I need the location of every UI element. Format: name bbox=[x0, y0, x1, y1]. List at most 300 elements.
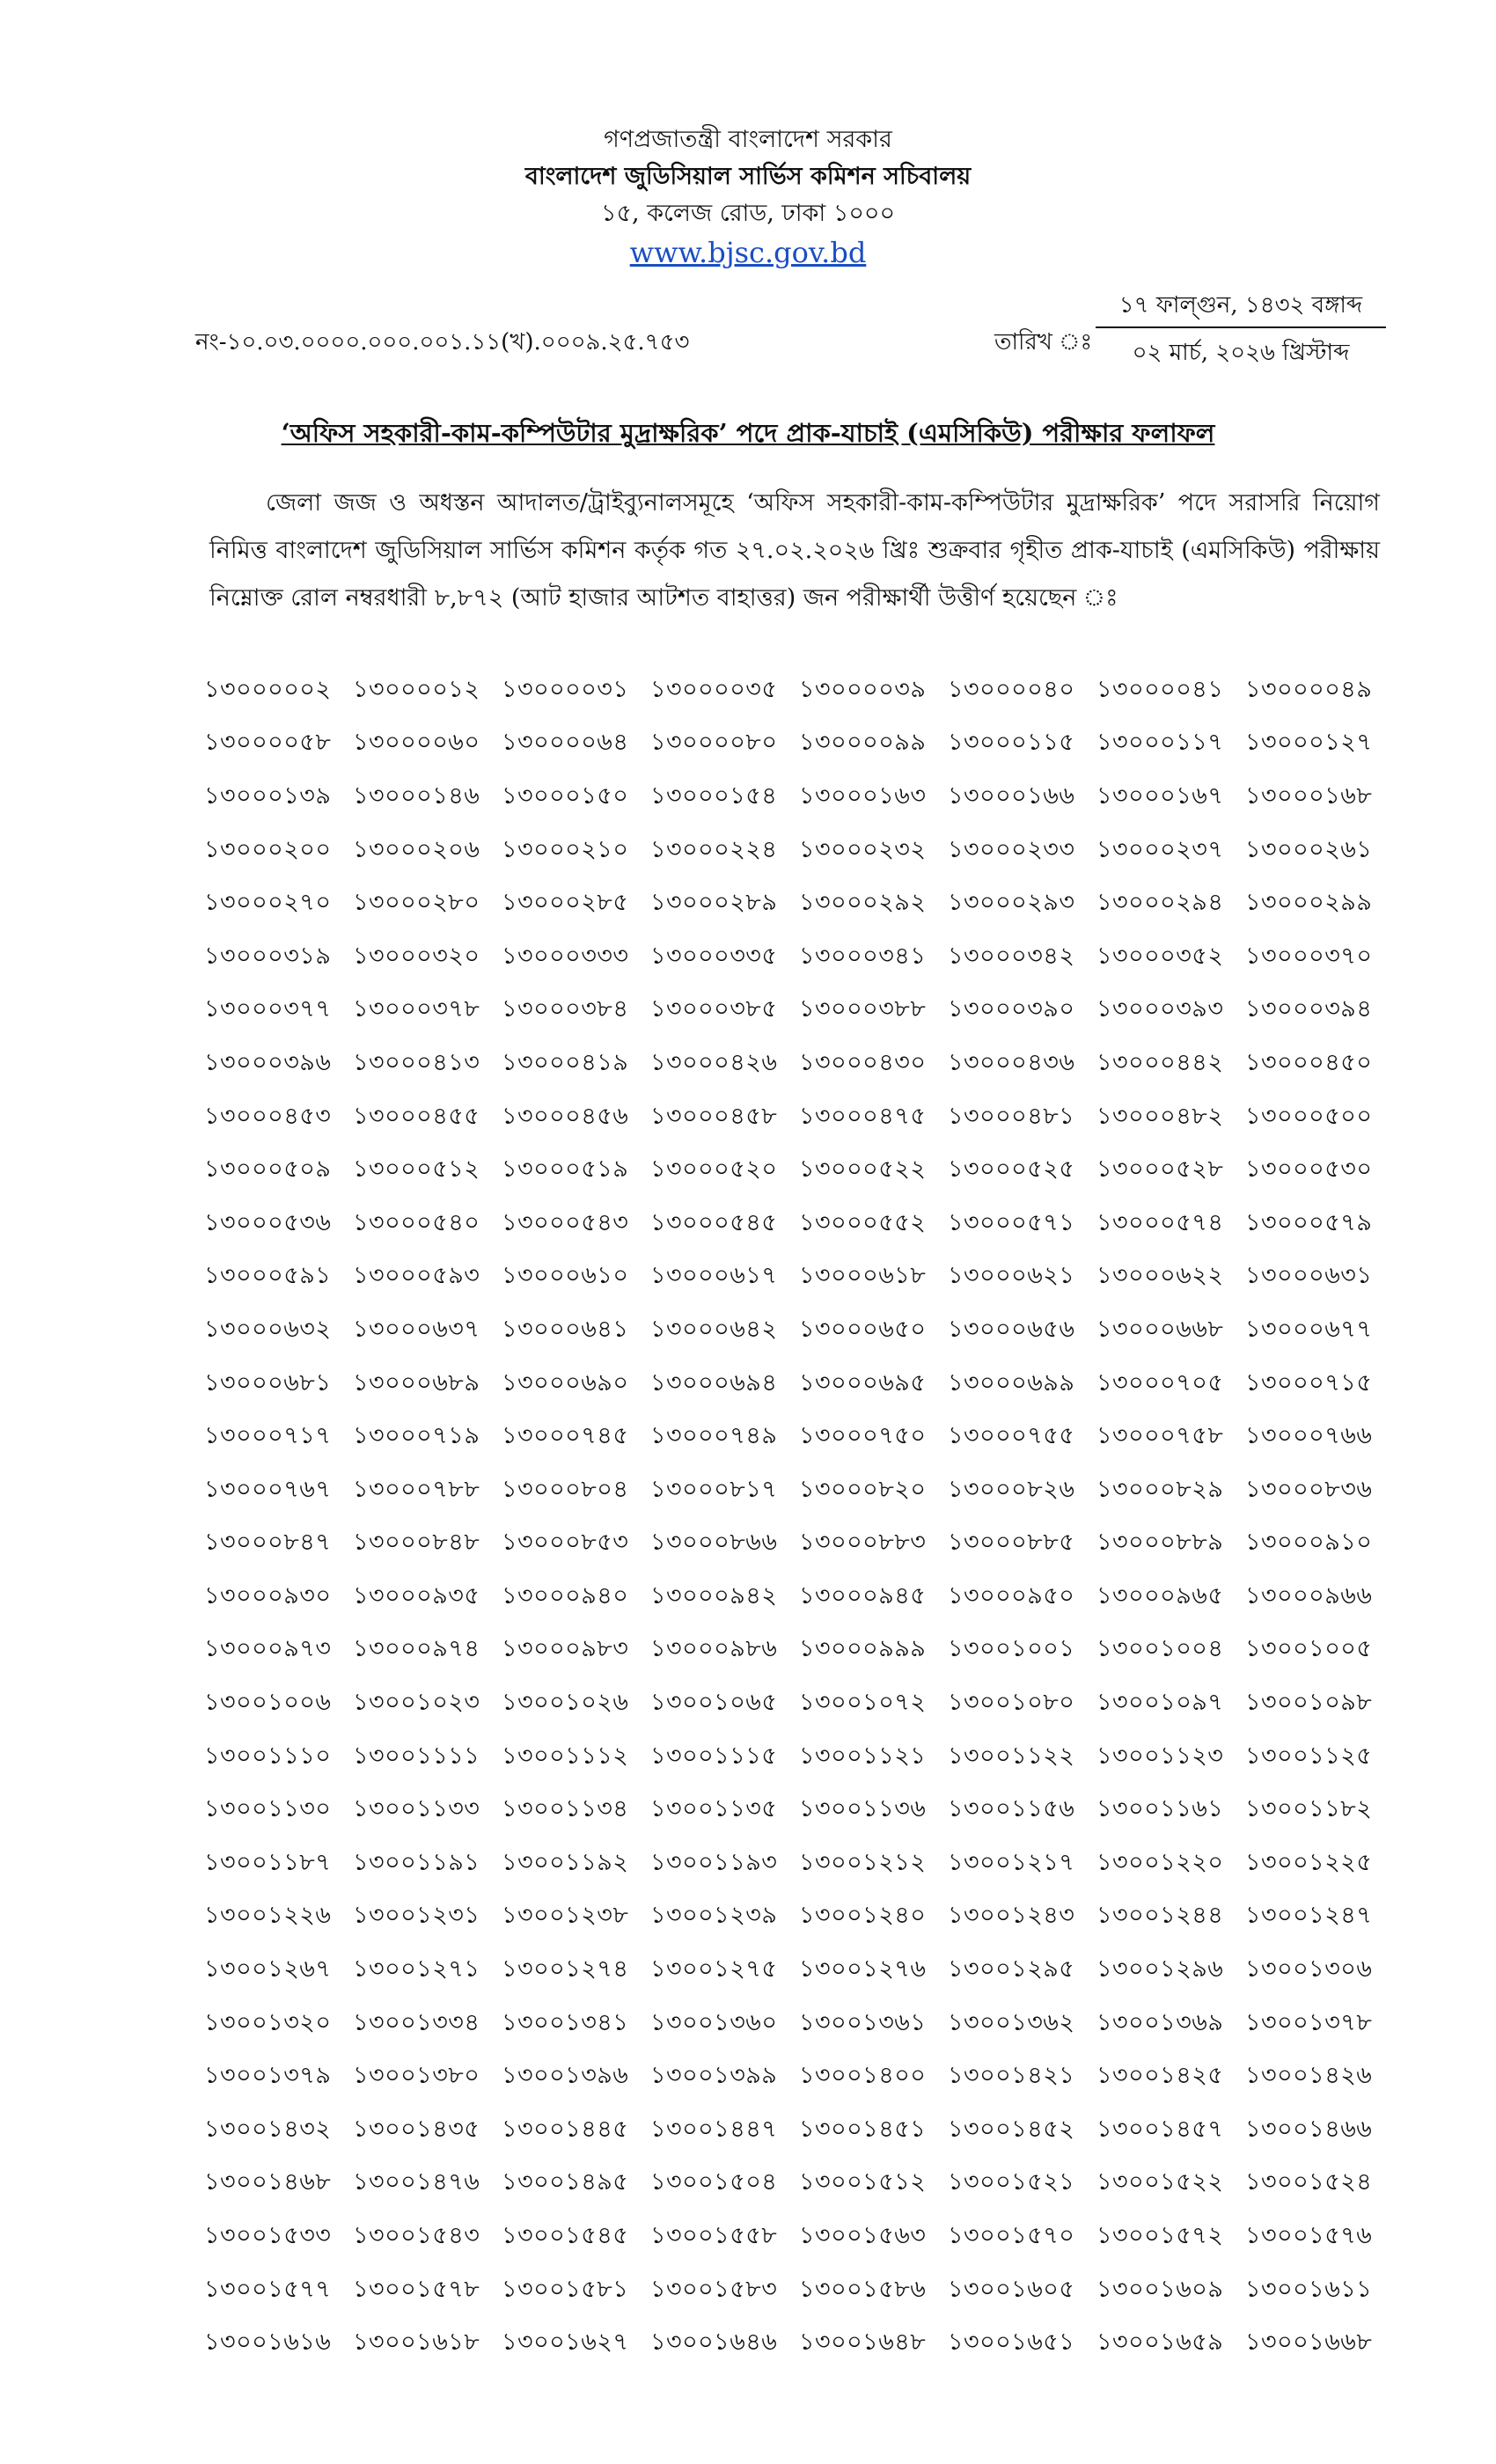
roll-number: ১৩০০০৯৭৪ bbox=[353, 1635, 480, 1663]
roll-number: ১৩০০০১২৭ bbox=[1245, 729, 1373, 757]
roll-number: ১৩০০১৫৭৮ bbox=[353, 2275, 480, 2303]
roll-number: ১৩০০০০৮০ bbox=[650, 729, 778, 757]
roll-number: ১৩০০০৩৯৩ bbox=[1096, 995, 1224, 1023]
roll-row bbox=[204, 2158, 1394, 2211]
roll-number: ১৩০০০৫২৫ bbox=[948, 1155, 1075, 1184]
roll-number: ১৩০০১২২৫ bbox=[1245, 1848, 1373, 1876]
roll-number: ১৩০০০৪৮১ bbox=[948, 1102, 1075, 1130]
roll-number: ১৩০০০৬৯৪ bbox=[650, 1368, 778, 1397]
roll-number: ১৩০০১১২১ bbox=[799, 1742, 927, 1770]
roll-number: ১৩০০০২০৬ bbox=[353, 835, 480, 863]
roll-number: ১৩০০০৯১০ bbox=[1245, 1529, 1373, 1557]
roll-number: ১৩০০১২৯৬ bbox=[1096, 1955, 1224, 1984]
roll-number: ১৩০০১৬১৬ bbox=[204, 2328, 332, 2357]
memo-number: নং-১০.০৩.০০০০.০০০.০০১.১১(খ).০০০৯.২৫.৭৫৩ bbox=[195, 329, 690, 356]
roll-number: ১৩০০১৬৫৯ bbox=[1096, 2328, 1224, 2357]
roll-number: ১৩০০১১৩০ bbox=[204, 1795, 332, 1823]
roll-number: ১৩০০১৪৫৭ bbox=[1096, 2115, 1224, 2143]
roll-number: ১৩০০১০০১ bbox=[948, 1635, 1075, 1663]
roll-number: ১৩০০১৬৪৮ bbox=[799, 2328, 927, 2357]
roll-number: ১৩০০০৩৪১ bbox=[799, 942, 927, 970]
roll-row bbox=[204, 877, 1394, 931]
roll-number: ১৩০০০৩৭৮ bbox=[353, 995, 480, 1023]
government-name: গণপ্রজাতন্ত্রী বাংলাদেশ সরকার bbox=[604, 126, 892, 153]
roll-row bbox=[204, 1998, 1394, 2051]
roll-number: ১৩০০০৮৬৬ bbox=[650, 1529, 778, 1557]
roll-number: ১৩০০১০০৬ bbox=[204, 1689, 332, 1717]
roll-number: ১৩০০১৫৪৩ bbox=[353, 2222, 480, 2250]
roll-row bbox=[204, 2211, 1394, 2264]
roll-number: ১৩০০০৮৮৫ bbox=[948, 1529, 1075, 1557]
roll-number: ১৩০০১১৮২ bbox=[1245, 1795, 1373, 1823]
roll-number: ১৩০০০৪৫০ bbox=[1245, 1048, 1373, 1076]
roll-number: ১৩০০১৬০৫ bbox=[948, 2275, 1075, 2303]
notice-body-text: জেলা জজ ও অধস্তন আদালত/ট্রাইব্যুনালসমূহে ‘অফিস সহকারী-কাম-কম্পিউটার মুদ্রাক্ষরিক’ পদে সরাসরি নিয়োগ নিমিত্ত বাংলাদেশ জুডিসিয়াল সার্ভিস কমিশন কর্তৃক গত ২৭.০২.২০২৬ খ্রিঃ শুক্রবার গৃহীত প্রাক-যাচাই (এমসিকিউ) পরীক্ষায় নিম্নোক্ত রোল নম্বরধারী ৮,৮৭২ (আট হাজার আটশত বাহাত্তর) জন পরীক্ষার্থী উত্তীর্ণ হয়েছেন ঃ bbox=[209, 489, 1380, 612]
roll-number: ১৩০০১৬২৭ bbox=[502, 2328, 629, 2357]
roll-number: ১৩০০০৮২৬ bbox=[948, 1475, 1075, 1503]
roll-number: ১৩০০১৩৯৬ bbox=[502, 2062, 629, 2090]
roll-number: ১৩০০০১১৫ bbox=[948, 729, 1075, 757]
roll-number: ১৩০০০১৬৮ bbox=[1245, 781, 1373, 810]
roll-number: ১৩০০০৪৩০ bbox=[799, 1048, 927, 1076]
roll-row bbox=[204, 1571, 1394, 1624]
roll-number: ১৩০০১১৯১ bbox=[353, 1848, 480, 1876]
roll-number: ১৩০০০৮৮৯ bbox=[1096, 1529, 1224, 1557]
roll-number: ১৩০০০৯৮৩ bbox=[502, 1635, 629, 1663]
roll-row bbox=[204, 1784, 1394, 1837]
roll-row bbox=[204, 1837, 1394, 1891]
roll-row bbox=[204, 1944, 1394, 1998]
roll-number: ১৩০০০৫২৮ bbox=[1096, 1155, 1224, 1184]
roll-number: ১৩০০১৫৪৫ bbox=[502, 2222, 629, 2250]
roll-row bbox=[204, 1251, 1394, 1305]
roll-number: ১৩০০০১৬৩ bbox=[799, 781, 927, 810]
roll-number: ১৩০০০৪২৬ bbox=[650, 1048, 778, 1076]
office-address: ১৫, কলেজ রোড, ঢাকা ১০০০ bbox=[600, 200, 896, 227]
roll-number: ১৩০০০৬২২ bbox=[1096, 1262, 1224, 1290]
roll-number: ১৩০০১৩৭৮ bbox=[1245, 2008, 1373, 2036]
roll-number: ১৩০০০৫৪০ bbox=[353, 1208, 480, 1236]
roll-number: ১৩০০০৮২৯ bbox=[1096, 1475, 1224, 1503]
roll-number: ১৩০০১৪৩২ bbox=[204, 2115, 332, 2143]
roll-number: ১৩০০০৫০৯ bbox=[204, 1155, 332, 1184]
roll-number: ১৩০০১৬৪৬ bbox=[650, 2328, 778, 2357]
roll-number: ১৩০০০৩৩৩ bbox=[502, 942, 629, 970]
roll-number: ১৩০০১১৯৩ bbox=[650, 1848, 778, 1876]
roll-number: ১৩০০০০০২ bbox=[204, 675, 332, 703]
roll-number: ১৩০০০৬১০ bbox=[502, 1262, 629, 1290]
roll-row bbox=[204, 1358, 1394, 1412]
roll-number: ১৩০০১৫৮৩ bbox=[650, 2275, 778, 2303]
roll-number: ১৩০০১২৪৭ bbox=[1245, 1902, 1373, 1930]
roll-number: ১৩০০১২৪৪ bbox=[1096, 1902, 1224, 1930]
roll-number: ১৩০০১২৭৫ bbox=[650, 1955, 778, 1984]
roll-number: ১৩০০০৯৪০ bbox=[502, 1581, 629, 1610]
roll-number: ১৩০০০৭১৯ bbox=[353, 1422, 480, 1450]
roll-number: ১৩০০০৮৮৩ bbox=[799, 1529, 927, 1557]
roll-number: ১৩০০০১৫৪ bbox=[650, 781, 778, 810]
roll-number: ১৩০০০২৩৩ bbox=[948, 835, 1075, 863]
roll-number: ১৩০০১৬৫১ bbox=[948, 2328, 1075, 2357]
roll-number: ১৩০০১০৭২ bbox=[799, 1689, 927, 1717]
roll-number: ১৩০০০৬৩১ bbox=[1245, 1262, 1373, 1290]
roll-number: ১৩০০০২৮৫ bbox=[502, 889, 629, 917]
roll-number: ১৩০০১৫২২ bbox=[1096, 2168, 1224, 2196]
roll-number: ১৩০০১১৮৭ bbox=[204, 1848, 332, 1876]
roll-number: ১৩০০০০৬০ bbox=[353, 729, 480, 757]
roll-number: ১৩০০০৫২০ bbox=[650, 1155, 778, 1184]
roll-number: ১৩০০০০৩৫ bbox=[650, 675, 778, 703]
roll-number: ১৩০০১২১২ bbox=[799, 1848, 927, 1876]
roll-number: ১৩০০১৬৬৮ bbox=[1245, 2328, 1373, 2357]
roll-number: ১৩০০০১১৭ bbox=[1096, 729, 1224, 757]
roll-number: ১৩০০০৯৯৯ bbox=[799, 1635, 927, 1663]
roll-number: ১৩০০১৪৪৫ bbox=[502, 2115, 629, 2143]
roll-number: ১৩০০১৬১৮ bbox=[353, 2328, 480, 2357]
roll-number: ১৩০০০৬৮৯ bbox=[353, 1368, 480, 1397]
roll-number: ১৩০০০০৪০ bbox=[948, 675, 1075, 703]
roll-number: ১৩০০০২৯৯ bbox=[1245, 889, 1373, 917]
roll-number: ১৩০০০৩৮৫ bbox=[650, 995, 778, 1023]
roll-number: ১৩০০১২৯৫ bbox=[948, 1955, 1075, 1984]
roll-number: ১৩০০০০৩১ bbox=[502, 675, 629, 703]
roll-number: ১৩০০১০২৩ bbox=[353, 1689, 480, 1717]
roll-number: ১৩০০০৮৪৮ bbox=[353, 1529, 480, 1557]
roll-number: ১৩০০০৭৫৮ bbox=[1096, 1422, 1224, 1450]
roll-number: ১৩০০১৩৬২ bbox=[948, 2008, 1075, 2036]
roll-number: ১৩০০১২৪০ bbox=[799, 1902, 927, 1930]
roll-number: ১৩০০১৩২০ bbox=[204, 2008, 332, 2036]
roll-number: ১৩০০০২০০ bbox=[204, 835, 332, 863]
roll-number: ১৩০০১২৪৩ bbox=[948, 1902, 1075, 1930]
roll-row bbox=[204, 2264, 1394, 2318]
roll-number: ১৩০০১১১৫ bbox=[650, 1742, 778, 1770]
roll-number: ১৩০০০৬৯৯ bbox=[948, 1368, 1075, 1397]
roll-number: ১৩০০১১৬১ bbox=[1096, 1795, 1224, 1823]
roll-number: ১৩০০১৪৭৬ bbox=[353, 2168, 480, 2196]
roll-number: ১৩০০০৪৫৮ bbox=[650, 1102, 778, 1130]
roll-number: ১৩০০০০৬৪ bbox=[502, 729, 629, 757]
roll-number: ১৩০০০৫১৯ bbox=[502, 1155, 629, 1184]
roll-number: ১৩০০০৪৮২ bbox=[1096, 1102, 1224, 1130]
roll-number: ১৩০০০৮২০ bbox=[799, 1475, 927, 1503]
roll-number: ১৩০০১২৩৯ bbox=[650, 1902, 778, 1930]
roll-number: ১৩০০১৫৭৬ bbox=[1245, 2222, 1373, 2250]
roll-number: ১৩০০০৫৪৫ bbox=[650, 1208, 778, 1236]
roll-number: ১৩০০০৭৪৫ bbox=[502, 1422, 629, 1450]
date-divider bbox=[1096, 326, 1386, 328]
website-link[interactable]: www.bjsc.gov.bd bbox=[629, 236, 867, 269]
roll-number: ১৩০০১৩৭৯ bbox=[204, 2062, 332, 2090]
roll-number: ১৩০০১১১০ bbox=[204, 1742, 332, 1770]
roll-number: ১৩০০১২৩৮ bbox=[502, 1902, 629, 1930]
roll-number: ১৩০০০৫৩০ bbox=[1245, 1155, 1373, 1184]
roll-number: ১৩০০১১১১ bbox=[353, 1742, 480, 1770]
roll-number: ১৩০০১১৫৬ bbox=[948, 1795, 1075, 1823]
roll-number: ১৩০০১২১৭ bbox=[948, 1848, 1075, 1876]
roll-number: ১৩০০০৩৯৬ bbox=[204, 1048, 332, 1076]
roll-number: ১৩০০১০০৪ bbox=[1096, 1635, 1224, 1663]
roll-number: ১৩০০০২৮০ bbox=[353, 889, 480, 917]
roll-number: ১৩০০১৫৭২ bbox=[1096, 2222, 1224, 2250]
roll-number: ১৩০০০৬৫০ bbox=[799, 1315, 927, 1343]
roll-number: ১৩০০০৭৬৬ bbox=[1245, 1422, 1373, 1450]
roll-number: ১৩০০০৬২১ bbox=[948, 1262, 1075, 1290]
roll-number: ১৩০০০৮৩৬ bbox=[1245, 1475, 1373, 1503]
roll-number: ১৩০০১৫৮১ bbox=[502, 2275, 629, 2303]
roll-row bbox=[204, 985, 1394, 1038]
roll-number: ১৩০০০৮৫৩ bbox=[502, 1529, 629, 1557]
roll-number: ১৩০০০৭৬৭ bbox=[204, 1475, 332, 1503]
roll-number: ১৩০০১৪২১ bbox=[948, 2062, 1075, 2090]
roll-number: ১৩০০০০৫৮ bbox=[204, 729, 332, 757]
roll-number: ১৩০০০৫৭৪ bbox=[1096, 1208, 1224, 1236]
roll-row bbox=[204, 1091, 1394, 1145]
roll-number: ১৩০০০২১০ bbox=[502, 835, 629, 863]
roll-number: ১৩০০০২৬১ bbox=[1245, 835, 1373, 863]
roll-number: ১৩০০১৪৩৫ bbox=[353, 2115, 480, 2143]
date-label: তারিখ ঃ bbox=[994, 329, 1093, 356]
roll-number: ১৩০০০২৭০ bbox=[204, 889, 332, 917]
roll-row bbox=[204, 931, 1394, 985]
roll-number: ১৩০০১৪৬৬ bbox=[1245, 2115, 1373, 2143]
roll-number: ১৩০০১৪৫১ bbox=[799, 2115, 927, 2143]
roll-number: ১৩০০০১৪৬ bbox=[353, 781, 480, 810]
roll-number: ১৩০০০৪৫৩ bbox=[204, 1102, 332, 1130]
roll-row bbox=[204, 718, 1394, 772]
roll-number: ১৩০০০৪৫৫ bbox=[353, 1102, 480, 1130]
roll-number: ১৩০০১১৯২ bbox=[502, 1848, 629, 1876]
office-header bbox=[0, 121, 1496, 273]
roll-number: ১৩০০১৩৩৪ bbox=[353, 2008, 480, 2036]
roll-number: ১৩০০০৩৯৪ bbox=[1245, 995, 1373, 1023]
roll-number: ১৩০০০৩২০ bbox=[353, 942, 480, 970]
roll-number: ১৩০০১৪৯৫ bbox=[502, 2168, 629, 2196]
roll-number: ১৩০০০৬৭৭ bbox=[1245, 1315, 1373, 1343]
office-name: বাংলাদেশ জুডিসিয়াল সার্ভিস কমিশন সচিবালয় bbox=[524, 163, 972, 190]
roll-number: ১৩০০১২৭৬ bbox=[799, 1955, 927, 1984]
roll-number: ১৩০০০৬৪১ bbox=[502, 1315, 629, 1343]
roll-number: ১৩০০১৩৪১ bbox=[502, 2008, 629, 2036]
roll-number: ১৩০০১১৩৬ bbox=[799, 1795, 927, 1823]
roll-number: ১৩০০১৪৫২ bbox=[948, 2115, 1075, 2143]
roll-row bbox=[204, 1304, 1394, 1358]
notice-body bbox=[209, 480, 1380, 622]
roll-row bbox=[204, 825, 1394, 878]
roll-number: ১৩০০০৪৭৫ bbox=[799, 1102, 927, 1130]
roll-number: ১৩০০১৫৭০ bbox=[948, 2222, 1075, 2250]
roll-number: ১৩০০০৬১৭ bbox=[650, 1262, 778, 1290]
roll-number: ১৩০০০২৩২ bbox=[799, 835, 927, 863]
roll-row bbox=[204, 1624, 1394, 1678]
roll-number: ১৩০০১৫৭৭ bbox=[204, 2275, 332, 2303]
roll-number: ১৩০০০২৮৯ bbox=[650, 889, 778, 917]
roll-number: ১৩০০০৫৪৩ bbox=[502, 1208, 629, 1236]
roll-number: ১৩০০০৪১৯ bbox=[502, 1048, 629, 1076]
roll-number: ১৩০০১১২২ bbox=[948, 1742, 1075, 1770]
roll-number: ১৩০০০৪৪২ bbox=[1096, 1048, 1224, 1076]
roll-number: ১৩০০১০০৫ bbox=[1245, 1635, 1373, 1663]
roll-number: ১৩০০১১২৫ bbox=[1245, 1742, 1373, 1770]
roll-number: ১৩০০০৬৫৬ bbox=[948, 1315, 1075, 1343]
roll-number: ১৩০০১১৩৫ bbox=[650, 1795, 778, 1823]
date-block bbox=[1096, 286, 1386, 372]
roll-number: ১৩০০০১৬৭ bbox=[1096, 781, 1224, 810]
roll-row bbox=[204, 1677, 1394, 1731]
roll-row bbox=[204, 1518, 1394, 1572]
roll-row bbox=[204, 771, 1394, 825]
roll-number: ১৩০০০৯৭৩ bbox=[204, 1635, 332, 1663]
roll-number: ১৩০০০৯৬৬ bbox=[1245, 1581, 1373, 1610]
roll-number: ১৩০০১৪২৬ bbox=[1245, 2062, 1373, 2090]
roll-number: ১৩০০০৬৯৫ bbox=[799, 1368, 927, 1397]
roll-number: ১৩০০১৪৪৭ bbox=[650, 2115, 778, 2143]
roll-number: ১৩০০০৯৪২ bbox=[650, 1581, 778, 1610]
roll-number: ১৩০০১২৭১ bbox=[353, 1955, 480, 1984]
roll-row bbox=[204, 1198, 1394, 1251]
roll-number: ১৩০০০২৯৪ bbox=[1096, 889, 1224, 917]
roll-number: ১৩০০১৫০৪ bbox=[650, 2168, 778, 2196]
roll-row bbox=[204, 664, 1394, 718]
roll-number: ১৩০০১৫৩৩ bbox=[204, 2222, 332, 2250]
roll-number: ১৩০০১৩৮০ bbox=[353, 2062, 480, 2090]
roll-number: ১৩০০১৬০৯ bbox=[1096, 2275, 1224, 2303]
roll-number: ১৩০০০১৩৯ bbox=[204, 781, 332, 810]
roll-number: ১৩০০১২২০ bbox=[1096, 1848, 1224, 1876]
roll-number: ১৩০০০৯৬৫ bbox=[1096, 1581, 1224, 1610]
roll-number: ১৩০০০৪৫৬ bbox=[502, 1102, 629, 1130]
roll-number: ১৩০০১৪০০ bbox=[799, 2062, 927, 2090]
roll-number: ১৩০০০৬৩৭ bbox=[353, 1315, 480, 1343]
date-english: ০২ মার্চ, ২০২৬ খ্রিস্টাব্দ bbox=[1132, 340, 1350, 366]
roll-number: ১৩০০০৫২২ bbox=[799, 1155, 927, 1184]
roll-number: ১৩০০০১৫০ bbox=[502, 781, 629, 810]
roll-number: ১৩০০১৫২৪ bbox=[1245, 2168, 1373, 2196]
roll-number: ১৩০০০৭০৫ bbox=[1096, 1368, 1224, 1397]
roll-number: ১৩০০১০৯৮ bbox=[1245, 1689, 1373, 1717]
roll-number: ১৩০০১৩৬১ bbox=[799, 2008, 927, 2036]
roll-row bbox=[204, 1144, 1394, 1198]
roll-number: ১৩০০০৩৯০ bbox=[948, 995, 1075, 1023]
roll-number: ১৩০০০৩৪২ bbox=[948, 942, 1075, 970]
roll-number: ১৩০০০৫৫২ bbox=[799, 1208, 927, 1236]
roll-number: ১৩০০০৯৩০ bbox=[204, 1581, 332, 1610]
roll-row bbox=[204, 2050, 1394, 2104]
roll-row bbox=[204, 1731, 1394, 1785]
roll-number: ১৩০০১২২৬ bbox=[204, 1902, 332, 1930]
roll-row bbox=[204, 1411, 1394, 1464]
roll-number: ১৩০০০১৬৬ bbox=[948, 781, 1075, 810]
roll-number: ১৩০০০২৩৭ bbox=[1096, 835, 1224, 863]
roll-number: ১৩০০০৬৪২ bbox=[650, 1315, 778, 1343]
roll-number: ১৩০০০০৪৯ bbox=[1245, 675, 1373, 703]
roll-number: ১৩০০০৮০৪ bbox=[502, 1475, 629, 1503]
roll-number: ১৩০০১১৩৩ bbox=[353, 1795, 480, 1823]
roll-number: ১৩০০১১১২ bbox=[502, 1742, 629, 1770]
roll-number: ১৩০০০৬৯০ bbox=[502, 1368, 629, 1397]
roll-number: ১৩০০০৯৫০ bbox=[948, 1581, 1075, 1610]
roll-number: ১৩০০০৫৭৯ bbox=[1245, 1208, 1373, 1236]
roll-number: ১৩০০০৬৩২ bbox=[204, 1315, 332, 1343]
roll-number: ১৩০০১৫২১ bbox=[948, 2168, 1075, 2196]
roll-row bbox=[204, 2104, 1394, 2158]
roll-number: ১৩০০১১২৩ bbox=[1096, 1742, 1224, 1770]
roll-number: ১৩০০১৩৯৯ bbox=[650, 2062, 778, 2090]
roll-row bbox=[204, 1464, 1394, 1518]
roll-number: ১৩০০০৬৬৮ bbox=[1096, 1315, 1224, 1343]
roll-number: ১৩০০১৫৫৮ bbox=[650, 2222, 778, 2250]
roll-number: ১৩০০০৫৯১ bbox=[204, 1262, 332, 1290]
roll-number: ১৩০০১৪২৫ bbox=[1096, 2062, 1224, 2090]
roll-number: ১৩০০০৭১৫ bbox=[1245, 1368, 1373, 1397]
roll-number: ১৩০০১২৬৭ bbox=[204, 1955, 332, 1984]
roll-number: ১৩০০১১৩৪ bbox=[502, 1795, 629, 1823]
roll-number: ১৩০০১৫৬৩ bbox=[799, 2222, 927, 2250]
roll-number: ১৩০০০৫০০ bbox=[1245, 1102, 1373, 1130]
roll-number: ১৩০০০৪৩৬ bbox=[948, 1048, 1075, 1076]
roll-number: ১৩০০০৬৮১ bbox=[204, 1368, 332, 1397]
roll-number: ১৩০০১২৭৪ bbox=[502, 1955, 629, 1984]
roll-number: ১৩০০১৩৬০ bbox=[650, 2008, 778, 2036]
roll-number: ১৩০০১৩০৬ bbox=[1245, 1955, 1373, 1984]
roll-number: ১৩০০০৫১২ bbox=[353, 1155, 480, 1184]
roll-number: ১৩০০১৪৬৮ bbox=[204, 2168, 332, 2196]
roll-row bbox=[204, 2317, 1394, 2371]
roll-number: ১৩০০০০৪১ bbox=[1096, 675, 1224, 703]
roll-number: ১৩০০০৭৪৯ bbox=[650, 1422, 778, 1450]
roll-number: ১৩০০০৭৫০ bbox=[799, 1422, 927, 1450]
roll-number: ১৩০০০৩৮৮ bbox=[799, 995, 927, 1023]
roll-number: ১৩০০০৩১৯ bbox=[204, 942, 332, 970]
roll-number: ১৩০০০৪১৩ bbox=[353, 1048, 480, 1076]
roll-number: ১৩০০০২৯৩ bbox=[948, 889, 1075, 917]
roll-number: ১৩০০০০৯৯ bbox=[799, 729, 927, 757]
roll-number: ১৩০০০৮১৭ bbox=[650, 1475, 778, 1503]
roll-number: ১৩০০০৫৭১ bbox=[948, 1208, 1075, 1236]
roll-number: ১৩০০১৬১১ bbox=[1245, 2275, 1373, 2303]
roll-row bbox=[204, 1891, 1394, 1945]
roll-number: ১৩০০১০৯৭ bbox=[1096, 1689, 1224, 1717]
roll-number: ১৩০০০৩৮৪ bbox=[502, 995, 629, 1023]
roll-number: ১৩০০০৭১৭ bbox=[204, 1422, 332, 1450]
roll-number: ১৩০০১০২৬ bbox=[502, 1689, 629, 1717]
roll-number: ১৩০০০৩৩৫ bbox=[650, 942, 778, 970]
roll-number: ১৩০০০৫৩৬ bbox=[204, 1208, 332, 1236]
roll-row bbox=[204, 1038, 1394, 1091]
roll-number-grid bbox=[204, 664, 1394, 2371]
roll-number: ১৩০০০৭৫৫ bbox=[948, 1422, 1075, 1450]
roll-number: ১৩০০০৫৯৩ bbox=[353, 1262, 480, 1290]
roll-number: ১৩০০০০১২ bbox=[353, 675, 480, 703]
roll-number: ১৩০০০৩৭৭ bbox=[204, 995, 332, 1023]
roll-number: ১৩০০১৫১২ bbox=[799, 2168, 927, 2196]
roll-number: ১৩০০০৬১৮ bbox=[799, 1262, 927, 1290]
roll-number: ১৩০০১৩৬৯ bbox=[1096, 2008, 1224, 2036]
roll-number: ১৩০০০২২৪ bbox=[650, 835, 778, 863]
roll-number: ১৩০০০৯৩৫ bbox=[353, 1581, 480, 1610]
roll-number: ১৩০০০০৩৯ bbox=[799, 675, 927, 703]
date-bangla: ১৭ ফাল্গুন, ১৪৩২ বঙ্গাব্দ bbox=[1118, 292, 1363, 319]
notice-title: ‘অফিস সহকারী-কাম-কম্পিউটার মুদ্রাক্ষরিক’ পদে প্রাক-যাচাই (এমসিকিউ) পরীক্ষার ফলাফল bbox=[281, 418, 1215, 448]
roll-number: ১৩০০০৩৫২ bbox=[1096, 942, 1224, 970]
roll-number: ১৩০০০২৯২ bbox=[799, 889, 927, 917]
roll-number: ১৩০০০৮৪৭ bbox=[204, 1529, 332, 1557]
roll-number: ১৩০০০৯৮৬ bbox=[650, 1635, 778, 1663]
roll-number: ১৩০০০৭৮৮ bbox=[353, 1475, 480, 1503]
roll-number: ১৩০০০৩৭০ bbox=[1245, 942, 1373, 970]
roll-number: ১৩০০০৯৪৫ bbox=[799, 1581, 927, 1610]
roll-number: ১৩০০১৫৮৬ bbox=[799, 2275, 927, 2303]
